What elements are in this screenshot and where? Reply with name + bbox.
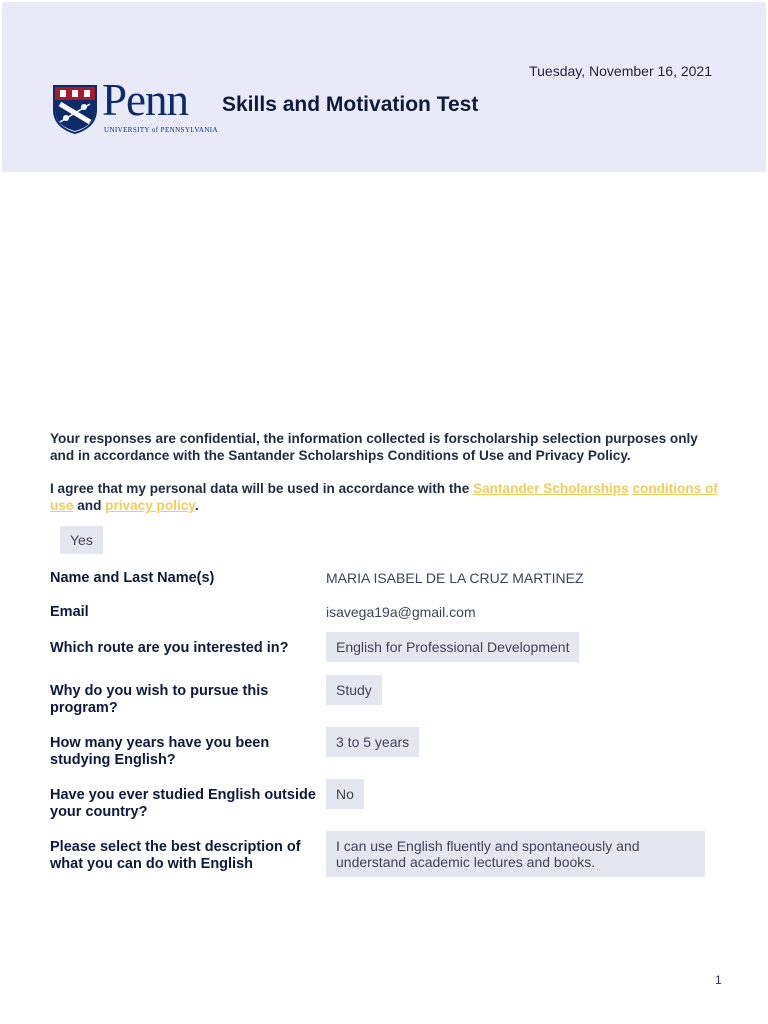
field-question: Why do you wish to pursue this program? bbox=[50, 683, 269, 716]
consent-text-and: and bbox=[73, 498, 106, 513]
conditions-of-use-link[interactable]: conditions of use bbox=[50, 481, 718, 513]
page-title: Skills and Motivation Test bbox=[222, 93, 479, 116]
penn-shield-icon bbox=[52, 84, 98, 134]
penn-wordmark: Penn bbox=[102, 75, 188, 125]
consent-answer: Yes bbox=[60, 526, 103, 554]
field-answer-chip: English for Professional Development bbox=[326, 632, 579, 662]
field-question: Which route are you interested in? bbox=[50, 640, 289, 656]
document-date: Tuesday, November 16, 2021 bbox=[529, 63, 712, 79]
field-answer: MARIA ISABEL DE LA CRUZ MARTINEZ bbox=[326, 570, 584, 586]
consent-statement bbox=[50, 480, 720, 514]
penn-logo bbox=[52, 75, 222, 138]
field-question: Email bbox=[50, 604, 89, 620]
santander-scholarships-link[interactable]: Santander Scholarships bbox=[473, 481, 629, 496]
privacy-policy-link[interactable]: privacy policy bbox=[105, 498, 195, 513]
penn-university-subtitle: UNIVERSITY of PENNSYLVANIA bbox=[104, 126, 218, 134]
field-answer-chip: Study bbox=[326, 675, 382, 705]
field-answer-chip: No bbox=[326, 779, 364, 809]
field-question: Please select the best description of what you can do with English bbox=[50, 839, 301, 872]
field-answer: isavega19a@gmail.com bbox=[326, 604, 476, 620]
consent-text-prefix: I agree that my personal data will be used in accordance with the bbox=[50, 481, 474, 496]
field-question: Name and Last Name(s) bbox=[50, 570, 215, 586]
confidentiality-notice: Your responses are confidential, the information collected is forscholarship selection purposes only and in accordance with the Santander Scholarships Conditions of Use and Privacy Policy. bbox=[50, 431, 698, 463]
field-question: Have you ever studied English outside your country? bbox=[50, 787, 316, 820]
field-question: How many years have you been studying English? bbox=[50, 735, 270, 768]
field-answer-chip: 3 to 5 years bbox=[326, 727, 419, 757]
field-answer-chip: I can use English fluently and spontaneously and understand academic lectures and books. bbox=[326, 831, 705, 877]
consent-text-suffix: . bbox=[194, 498, 199, 513]
page-number: 1 bbox=[715, 973, 722, 987]
